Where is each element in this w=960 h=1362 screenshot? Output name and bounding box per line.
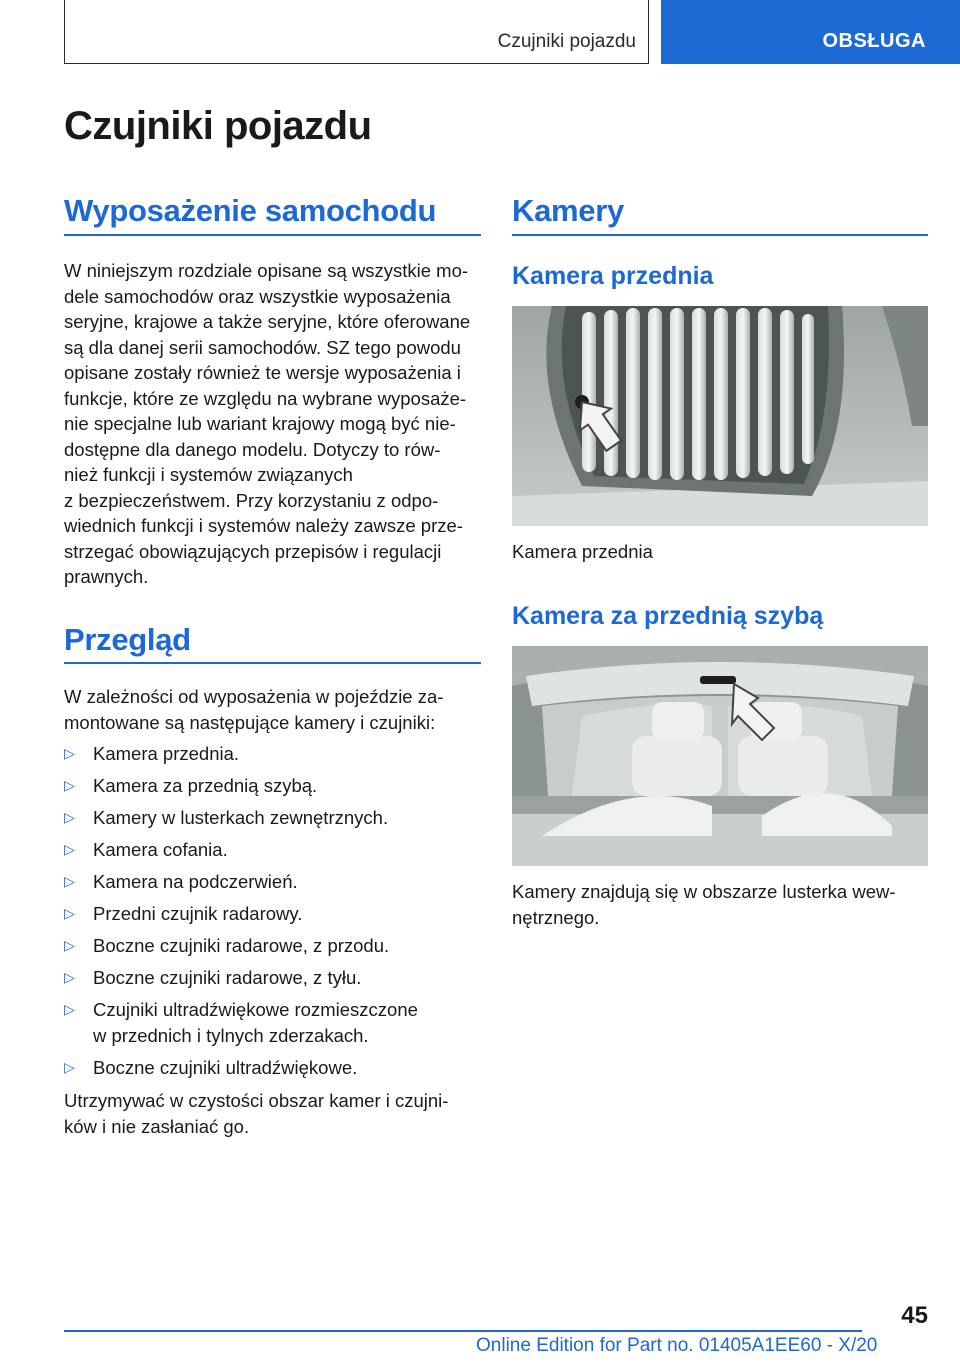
heading-rule (64, 662, 481, 664)
bullet-triangle-icon: ▷ (64, 873, 75, 889)
windshield-camera-caption: Kamery znajdują się w obszarze lusterka wew‐ nętrznego. (512, 881, 896, 928)
bullet-triangle-icon: ▷ (64, 809, 75, 825)
heading-rule (512, 234, 928, 236)
page-title: Czujniki pojazdu (64, 104, 372, 148)
front-camera-caption: Kamera przednia (512, 541, 653, 562)
chapter-tab (661, 0, 960, 64)
windshield-camera-illustration (512, 646, 928, 866)
bullet-triangle-icon: ▷ (64, 841, 75, 857)
page-number: 45 (901, 1302, 928, 1329)
running-header (64, 0, 649, 64)
footer-rule (64, 1330, 862, 1332)
running-header-title: Czujniki pojazdu (497, 31, 636, 52)
equipment-paragraph: W niniejszym rozdziale opisane są wszystkie mo‐ dele samochodów oraz wszystkie wyposażenia seryjne, krajowe a także seryjne, które oferowane są dla danej serii samochodów. SZ tego powodu opisane zostały również te wersje wyposażenia i funkcje, które ze względu na wybrane wyposaże‐ nie specjalne lub wariant krajowy mogą być nie‐ dostępne dla danego modelu. Dotyczy to rów‐ nież funkcji i systemów związanych z bezpieczeństwem. Przy korzystaniu z odpo‐ wiednich funkcji i systemów należy zawsze prze‐ strzegać obowiązujących przepisów i regulacji prawnych. (64, 260, 471, 587)
bullet-triangle-icon: ▷ (64, 1059, 75, 1075)
car-interior-image (512, 646, 928, 866)
front-camera-illustration (512, 306, 928, 526)
bullet-triangle-icon: ▷ (64, 937, 75, 953)
bullet-triangle-icon: ▷ (64, 777, 75, 793)
heading-cameras: Kamery (512, 193, 624, 228)
bullet-triangle-icon: ▷ (64, 969, 75, 985)
chapter-tab-label: OBSŁUGA (822, 30, 926, 52)
bullet-triangle-icon: ▷ (64, 745, 75, 761)
bullet-triangle-icon: ▷ (64, 1001, 75, 1017)
subheading-windshield-camera: Kamera za przednią szybą (512, 602, 824, 630)
bullet-triangle-icon: ▷ (64, 905, 75, 921)
heading-overview: Przegląd (64, 622, 191, 657)
overview-intro: W zależności od wyposażenia w pojeździe za‐ montowane są następujące kamery i czujniki: (64, 686, 444, 733)
kidney-grille-image (512, 306, 928, 526)
edition-footer: Online Edition for Part no. 01405A1EE60 - X/20 (476, 1335, 878, 1356)
heading-rule (64, 234, 481, 236)
subheading-front-camera: Kamera przednia (512, 262, 714, 290)
care-note: Utrzymywać w czystości obszar kamer i czujni‐ ków i nie zasłaniać go. (64, 1090, 449, 1137)
heading-equipment: Wyposażenie samochodu (64, 193, 437, 228)
